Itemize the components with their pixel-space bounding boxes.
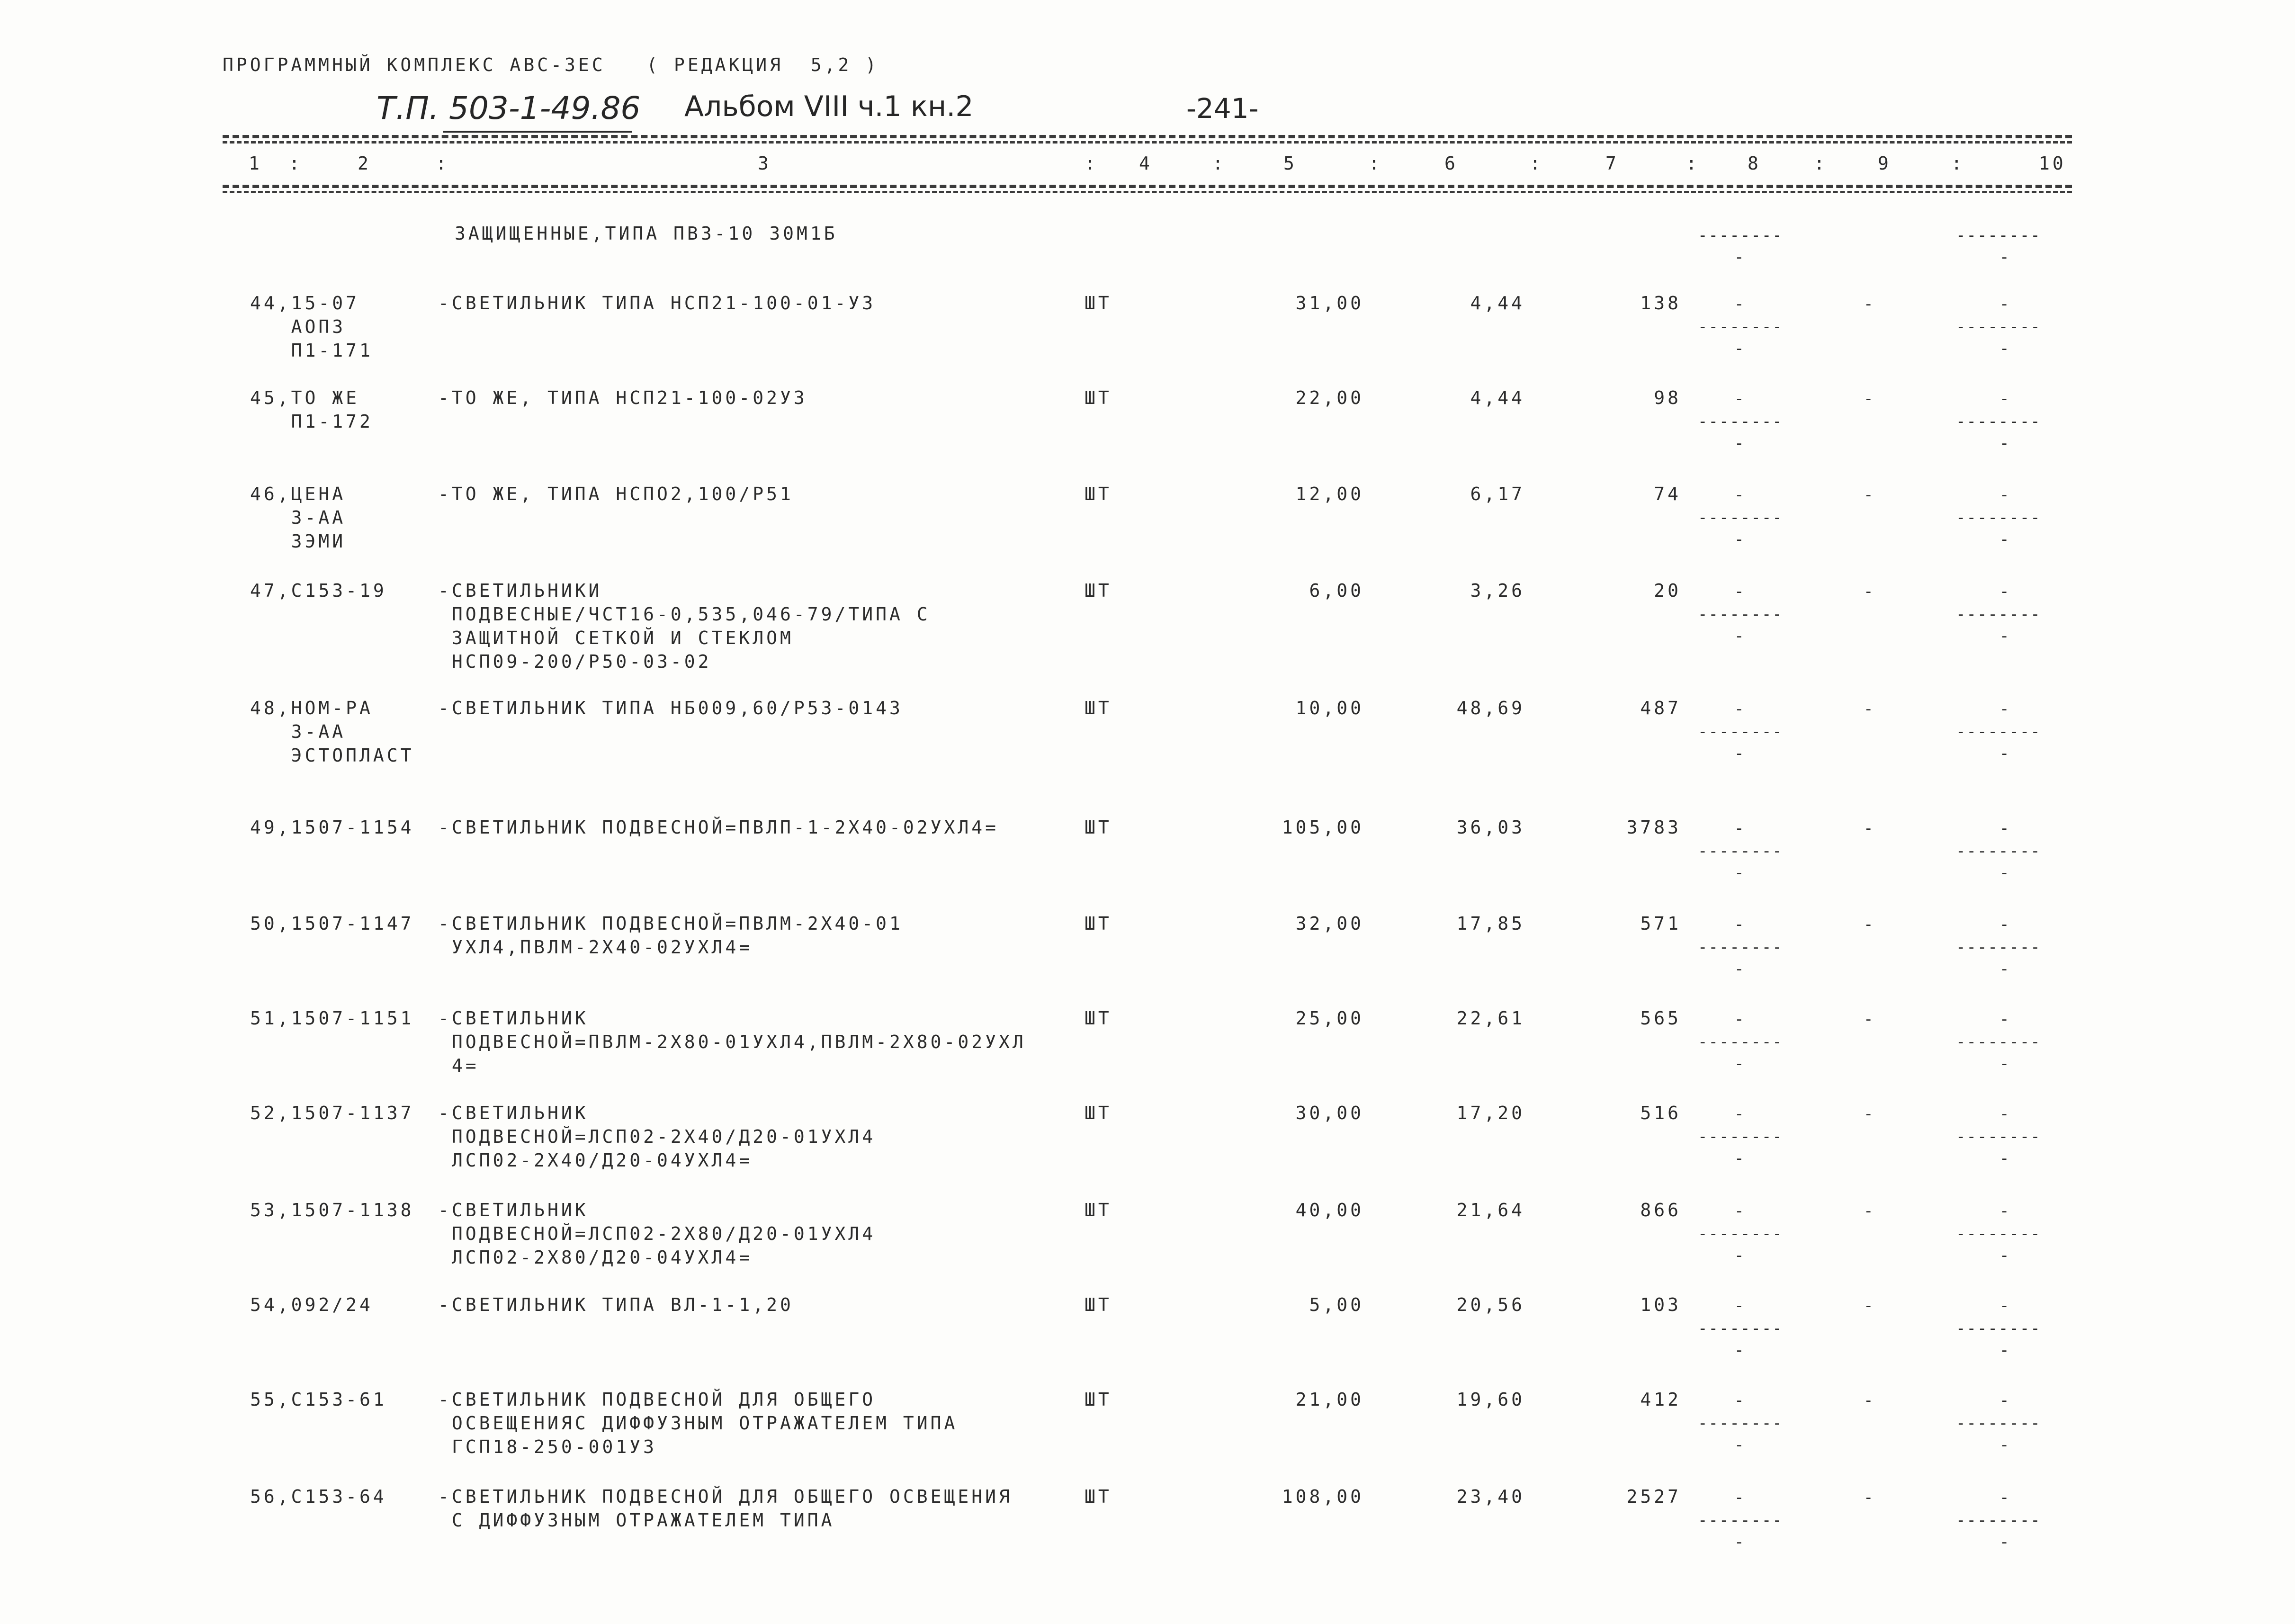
row-c8-single-bottom: - [1734,1054,1745,1073]
row-c10-single-bottom: - [1999,960,2010,978]
row-c8-dashes: -------- [1698,1414,1783,1433]
row-c9-value: - [1864,700,1874,718]
row-code-line: 54,092/24 [250,1294,373,1315]
row-c10-single-bottom: - [1999,1436,2010,1454]
row-c8-dashes: -------- [1698,938,1783,957]
program-header: ПРОГРАММНЫЙ КОМПЛЕКС АВС-ЗЕС ( РЕДАКЦИЯ 5,2 ) [223,54,879,75]
row-c8-dashes: -------- [1698,1319,1783,1338]
column-header-5: 5 [1283,153,1297,174]
row-c8-single: - [1734,1296,1745,1315]
column-separator: : [436,153,449,174]
row-description-line: -СВЕТИЛЬНИК [438,1103,589,1123]
row-c10-single-bottom: - [1999,434,2010,453]
row-unit: ШТ [1085,698,1112,718]
row-c10-single-bottom: - [1999,744,2010,763]
row-description-line: -СВЕТИЛЬНИК ТИПА ВЛ-1-1,20 [438,1294,794,1315]
row-c9-value: - [1864,1104,1874,1123]
row-code-line: 56,С153-64 [250,1486,387,1507]
row-c10-single: - [1999,1488,2010,1507]
continuation-c10-single: - [1999,248,2010,267]
row-unit: ШТ [1085,1103,1112,1123]
row-c10-dashes: -------- [1956,605,2041,624]
row-description-line: -СВЕТИЛЬНИК ПОДВЕСНОЙ ДЛЯ ОБЩЕГО ОСВЕЩЕНИЯ [438,1486,1013,1507]
row-c10-single: - [1999,1391,2010,1410]
row-c10-dashes: -------- [1956,412,2041,431]
row-c10-single: - [1999,1202,2010,1220]
row-code-line: 47,С153-19 [250,580,387,601]
header-rule-bottom [223,185,2072,188]
column-separator: : [1814,153,1828,174]
row-c8-single-bottom: - [1734,1246,1745,1265]
row-code-line: 48,НОМ-РА [250,698,373,718]
header-rule-top [223,135,2072,138]
column-separator: : [1085,153,1098,174]
row-quantity: 5,00 [1309,1294,1364,1315]
column-header-1: 1 [249,153,262,174]
row-unit: ШТ [1085,293,1112,314]
column-header-8: 8 [1748,153,1761,174]
row-total: 103 [1640,1294,1681,1315]
row-code-line: 50,1507-1147 [250,913,414,934]
row-description-line: -СВЕТИЛЬНИК ТИПА НБ009,60/Р53-0143 [438,698,903,718]
row-description-line: -ТО ЖЕ, ТИПА НСПО2,100/Р51 [438,484,794,504]
row-c10-single: - [1999,485,2010,504]
row-c10-dashes: -------- [1956,1224,2041,1243]
row-total: 571 [1640,913,1681,934]
row-c8-single: - [1734,1202,1745,1220]
row-c8-single: - [1734,295,1745,314]
row-description-line: ГСП18-250-001У3 [438,1436,657,1457]
row-c9-value: - [1864,819,1874,838]
row-description-line: 4= [438,1055,479,1076]
row-c10-dashes: -------- [1956,1032,2041,1051]
row-c8-single-bottom: - [1734,863,1745,882]
row-total: 3783 [1626,817,1681,838]
row-c10-single: - [1999,1010,2010,1029]
row-code-line: П1-171 [250,340,373,361]
row-c10-dashes: -------- [1956,508,2041,527]
row-c9-value: - [1864,485,1874,504]
column-header-3: 3 [758,153,771,174]
row-c10-single: - [1999,295,2010,314]
row-code-line: 52,1507-1137 [250,1103,414,1123]
row-unit-price: 23,40 [1456,1486,1525,1507]
row-total: 98 [1654,387,1681,408]
row-unit: ШТ [1085,1486,1112,1507]
row-c8-dashes: -------- [1698,722,1783,741]
tp-number: Т.П. 503-1-49.86 [377,90,641,126]
row-unit-price: 48,69 [1456,698,1525,718]
row-unit: ШТ [1085,1294,1112,1315]
row-description-line: -СВЕТИЛЬНИК [438,1200,589,1220]
row-c9-value: - [1864,389,1874,408]
row-c8-dashes: -------- [1698,508,1783,527]
row-unit: ШТ [1085,1389,1112,1410]
row-code-line: 46,ЦЕНА [250,484,346,504]
row-unit-price: 4,44 [1470,293,1525,314]
row-code-line: 49,1507-1154 [250,817,414,838]
row-c8-single: - [1734,582,1745,601]
row-code-line: 3-АА [250,721,346,742]
row-c9-value: - [1864,295,1874,314]
row-description-line: ОСВЕЩЕНИЯС ДИФФУЗНЫМ ОТРАЖАТЕЛЕМ ТИПА [438,1413,958,1434]
row-c8-single-bottom: - [1734,530,1745,549]
column-header-10: 10 [2039,153,2066,174]
row-description-line: -СВЕТИЛЬНИК ПОДВЕСНОЙ=ПВЛМ-2Х40-01 [438,913,903,934]
row-c10-dashes: -------- [1956,1414,2041,1433]
row-total: 565 [1640,1008,1681,1029]
row-description-line: НСП09-200/Р50-03-02 [438,651,712,672]
row-unit-price: 17,85 [1456,913,1525,934]
row-c8-single: - [1734,389,1745,408]
row-c8-single-bottom: - [1734,1341,1745,1360]
row-c8-single-bottom: - [1734,1149,1745,1168]
row-unit-price: 4,44 [1470,387,1525,408]
row-total: 516 [1640,1103,1681,1123]
row-c8-dashes: -------- [1698,1032,1783,1051]
row-c10-single-bottom: - [1999,627,2010,646]
row-c10-single-bottom: - [1999,1533,2010,1552]
row-c10-single-bottom: - [1999,339,2010,358]
column-header-9: 9 [1878,153,1892,174]
row-code-line: АОП3 [250,316,346,337]
row-c10-dashes: -------- [1956,317,2041,336]
row-c10-single: - [1999,1104,2010,1123]
row-total: 866 [1640,1200,1681,1220]
row-description-line: -СВЕТИЛЬНИК [438,1008,589,1029]
row-unit: ШТ [1085,580,1112,601]
row-c8-single: - [1734,1488,1745,1507]
row-c8-single: - [1734,1391,1745,1410]
row-c8-dashes: -------- [1698,1224,1783,1243]
row-description-line: -СВЕТИЛЬНИКИ [438,580,602,601]
row-quantity: 31,00 [1295,293,1364,314]
row-unit: ШТ [1085,913,1112,934]
row-c10-single-bottom: - [1999,1054,2010,1073]
row-quantity: 6,00 [1309,580,1364,601]
column-separator: : [1369,153,1382,174]
row-unit-price: 20,56 [1456,1294,1525,1315]
row-code-line: ЗЭМИ [250,531,346,552]
row-c9-value: - [1864,582,1874,601]
row-c9-value: - [1864,1296,1874,1315]
column-header-7: 7 [1605,153,1619,174]
row-description-line: ПОДВЕСНОЙ=ЛСП02-2Х40/Д20-01УХЛ4 [438,1126,876,1147]
row-quantity: 10,00 [1295,698,1364,718]
row-description-line: -ТО ЖЕ, ТИПА НСП21-100-02У3 [438,387,807,408]
row-quantity: 32,00 [1295,913,1364,934]
row-c10-single-bottom: - [1999,1149,2010,1168]
row-description-line: УХЛ4,ПВЛМ-2Х40-02УХЛ4= [438,937,753,958]
row-total: 412 [1640,1389,1681,1410]
row-code-line: П1-172 [250,411,373,432]
row-quantity: 25,00 [1295,1008,1364,1029]
row-c8-dashes: -------- [1698,317,1783,336]
row-c10-single: - [1999,1296,2010,1315]
row-c9-value: - [1864,1202,1874,1220]
column-separator: : [1686,153,1700,174]
row-unit-price: 22,61 [1456,1008,1525,1029]
row-c9-value: - [1864,1488,1874,1507]
continuation-c8-dashes: -------- [1698,226,1783,245]
row-code-line: ЭСТОПЛАСТ [250,745,414,766]
row-code-line: 45,ТО ЖЕ [250,387,360,408]
row-unit: ШТ [1085,1200,1112,1220]
row-quantity: 21,00 [1295,1389,1364,1410]
row-c8-dashes: -------- [1698,412,1783,431]
column-separator: : [289,153,303,174]
row-c10-single-bottom: - [1999,863,2010,882]
row-c10-dashes: -------- [1956,1127,2041,1146]
row-c10-single-bottom: - [1999,530,2010,549]
header-rule-top-2 [223,141,2072,144]
row-code-line: 53,1507-1138 [250,1200,414,1220]
row-code-line: 44,15-07 [250,293,360,314]
row-c8-single-bottom: - [1734,1436,1745,1454]
row-c8-single-bottom: - [1734,1533,1745,1552]
header-rule-bottom-2 [223,191,2072,193]
row-c8-dashes: -------- [1698,605,1783,624]
row-c8-single: - [1734,700,1745,718]
row-c8-single: - [1734,1010,1745,1029]
row-description-line: С ДИФФУЗНЫМ ОТРАЖАТЕЛЕМ ТИПА [438,1510,835,1531]
row-c9-value: - [1864,1391,1874,1410]
page-number: -241- [1186,92,1259,125]
row-c8-single: - [1734,915,1745,934]
row-description-line: ПОДВЕСНЫЕ/ЧСТ16-0,535,046-79/ТИПА С [438,604,931,625]
row-description-line: ПОДВЕСНОЙ=ЛСП02-2Х80/Д20-01УХЛ4 [438,1223,876,1244]
row-unit: ШТ [1085,1008,1112,1029]
row-description-line: ПОДВЕСНОЙ=ПВЛМ-2Х80-01УХЛ4,ПВЛМ-2Х80-02УХЛ [438,1032,1026,1052]
row-c10-dashes: -------- [1956,938,2041,957]
row-total: 74 [1654,484,1681,504]
row-c10-dashes: -------- [1956,722,2041,741]
row-description-line: -СВЕТИЛЬНИК ТИПА НСП21-100-01-У3 [438,293,876,314]
row-quantity: 22,00 [1295,387,1364,408]
column-header-4: 4 [1139,153,1153,174]
row-c10-single-bottom: - [1999,1246,2010,1265]
row-c10-single: - [1999,389,2010,408]
continuation-c10-dashes: -------- [1956,226,2041,245]
row-unit-price: 17,20 [1456,1103,1525,1123]
row-c10-dashes: -------- [1956,1319,2041,1338]
row-unit-price: 3,26 [1470,580,1525,601]
row-total: 20 [1654,580,1681,601]
row-quantity: 40,00 [1295,1200,1364,1220]
row-description-line: ЛСП02-2Х40/Д20-04УХЛ4= [438,1150,753,1171]
column-header-2: 2 [358,153,371,174]
row-unit: ШТ [1085,817,1112,838]
column-separator: : [1212,153,1226,174]
row-c8-single-bottom: - [1734,744,1745,763]
album-title: Альбом VIII ч.1 кн.2 [684,90,974,123]
column-header-6: 6 [1444,153,1458,174]
row-code-line: 55,С153-61 [250,1389,387,1410]
row-quantity: 30,00 [1295,1103,1364,1123]
row-c10-single: - [1999,582,2010,601]
row-description-line: ЛСП02-2Х80/Д20-04УХЛ4= [438,1247,753,1268]
row-c8-single-bottom: - [1734,339,1745,358]
row-c8-dashes: -------- [1698,1127,1783,1146]
continuation-text: ЗАЩИЩЕННЫЕ,ТИПА ПВЗ-10 30М1Б [455,223,838,244]
row-code-line: 51,1507-1151 [250,1008,414,1029]
row-c8-single: - [1734,1104,1745,1123]
continuation-c8-single: - [1734,248,1745,267]
column-separator: : [1951,153,1965,174]
row-c10-dashes: -------- [1956,1511,2041,1530]
row-c10-single-bottom: - [1999,1341,2010,1360]
row-c10-single: - [1999,700,2010,718]
row-total: 2527 [1626,1486,1681,1507]
row-description-line: ЗАЩИТНОЙ СЕТКОЙ И СТЕКЛОМ [438,628,794,648]
row-unit-price: 21,64 [1456,1200,1525,1220]
row-c9-value: - [1864,1010,1874,1029]
row-c9-value: - [1864,915,1874,934]
row-description-line: -СВЕТИЛЬНИК ПОДВЕСНОЙ ДЛЯ ОБЩЕГО [438,1389,876,1410]
row-description-line: -СВЕТИЛЬНИК ПОДВЕСНОЙ=ПВЛП-1-2Х40-02УХЛ4= [438,817,999,838]
row-c8-single-bottom: - [1734,960,1745,978]
column-separator: : [1530,153,1543,174]
row-c8-single: - [1734,485,1745,504]
tp-underline [443,131,632,133]
row-quantity: 108,00 [1282,1486,1364,1507]
row-c10-single: - [1999,819,2010,838]
row-unit: ШТ [1085,387,1112,408]
row-code-line: 3-АА [250,507,346,528]
row-c8-single-bottom: - [1734,434,1745,453]
row-quantity: 105,00 [1282,817,1364,838]
row-unit-price: 19,60 [1456,1389,1525,1410]
row-c8-single: - [1734,819,1745,838]
row-total: 138 [1640,293,1681,314]
row-unit-price: 6,17 [1470,484,1525,504]
row-unit-price: 36,03 [1456,817,1525,838]
row-c10-dashes: -------- [1956,842,2041,861]
row-c10-single: - [1999,915,2010,934]
row-c8-single-bottom: - [1734,627,1745,646]
row-c8-dashes: -------- [1698,842,1783,861]
row-quantity: 12,00 [1295,484,1364,504]
row-c8-dashes: -------- [1698,1511,1783,1530]
row-total: 487 [1640,698,1681,718]
row-unit: ШТ [1085,484,1112,504]
